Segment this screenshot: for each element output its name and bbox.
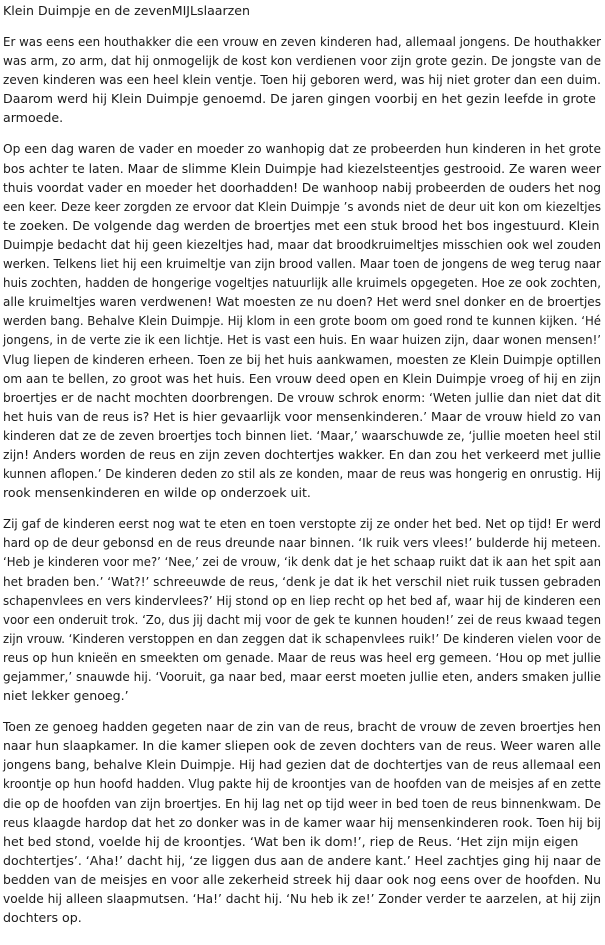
text-line: Vlug liepen de kinderen erheen. Toen ze bij het huis aankwamen, moesten ze Klein Duimpje optillen <box>3 351 602 367</box>
paragraph-4 <box>3 717 603 927</box>
text-line: het braden ben.’ ‘Wat?!’ schreeuwde de reus, ‘denk je dat ik het verschil niet ruik tussen gebraden <box>3 573 602 589</box>
paragraph-2 <box>3 139 603 502</box>
text-line: was arm, zo arm, dat hij onmogelijk de kost kon verdienen voor zijn grote gezin. De jongste van de <box>3 53 602 69</box>
text-line: te zoeken. De volgende dag werden de broertjes met een stuk brood het bos ingestuurd. Klein <box>3 217 600 233</box>
text-line: armoede. <box>3 110 64 126</box>
text-line: kunnen aflopen.’ De kinderen deden zo stil als ze konden, maar de reus was hongerig en onrustig. Hij <box>3 466 602 482</box>
text-line: werden bang. Behalve Klein Duimpje. Hij klom in een grote boom om goed rond te kunnen kijken. ‘Hé <box>3 313 602 329</box>
text-line: het bed stond, voelde hij de kroontjes. ‘Wat ben ik dom!’, riep de Reus. ‘Het zijn mijn eigen <box>3 833 579 849</box>
text-line: die op de hoofden van zijn broertjes. En hij lag net op tijd weer in bed toen de reus binnenkwam. De <box>3 795 601 811</box>
text-line: het huis van de reus is? Het is hier gevaarlijk voor mensenkinderen.’ Maar de vrouw hield zo van <box>3 408 602 424</box>
text-line: voor een onderuit trok. ‘Zo, dus jij dacht mij voor de gek te kunnen houden!’ zei de reus kwaad tegen <box>3 611 602 627</box>
text-line: bos achter te laten. Maar de slimme Klein Duimpje had kiezelsteentjes gestrooid. Ze waren weer <box>3 160 602 176</box>
text-line: dochters op. <box>3 910 82 926</box>
text-line: Op een dag waren de vader en moeder zo wanhopig dat ze probeerden hun kinderen in het grote <box>3 141 602 157</box>
text-line: reus klaagde hardop dat het zo donker was in de kamer waar hij mensenkinderen rook. Toen hij bij <box>3 814 601 830</box>
text-line: zijn vrouw. ‘Kinderen verstoppen en dan zeggen dat ik schapenvlees ruik!’ De kinderen vielen voor de <box>3 630 602 646</box>
text-line: reus op hun knieën en smeekten om genade. Maar de reus was heel erg gemeen. ‘Hou op met jullie <box>3 649 602 665</box>
text-line: Toen ze genoeg hadden gegeten naar de zin van de reus, bracht de vrouw de zeven broertjes hen <box>3 719 602 735</box>
text-line: alle kruimeltjes waren verdwenen! Wat moesten ze nu doen? Het werd snel donker en de broertjes <box>3 294 602 310</box>
text-line: dochtertjes’. ‘Aha!’ dacht hij, ‘ze liggen dus aan de andere kant.’ Heel zachtjes ging hij naar de <box>3 852 601 868</box>
text-line: Daarom werd hij Klein Duimpje genoemd. De jaren gingen voorbij en het gezin leefde in grote <box>3 91 596 107</box>
text-line: rook mensenkinderen en wilde op onderzoek uit. <box>3 485 311 501</box>
text-line: kinderen dat ze de zeven broertjes toch binnen liet. ‘Maar,’ waarschuwde ze, ‘jullie moeten heel stil <box>3 427 602 443</box>
story-body <box>3 32 603 927</box>
text-line: Er was eens een houthakker die een vrouw en zeven kinderen had, allemaal jongens. De houthakker <box>3 34 602 49</box>
text-line: zijn! Anders worden de reus en zijn zeven dochtertjes wakker. En dan zou het verkeerd met jullie <box>3 446 602 462</box>
text-line: Duimpje bedacht dat hij geen kiezeltjes had, maar dat broodkruimeltjes misschien ook wel zouden <box>3 236 602 252</box>
text-line: huis zochten, hadden de hongerige vogeltjes natuurlijk alle kruimels opgegeten. Hoe ze ook zochten, <box>3 275 601 291</box>
story-title: Klein Duimpje en de zevenMIJLslaarzen <box>3 3 251 18</box>
paragraph-3 <box>3 514 603 705</box>
text-line: om aan te bellen, zo groot was het huis. Een vrouw deed open en Klein Duimpje vroeg of hij en zijn <box>3 370 601 386</box>
document-page <box>3 0 603 939</box>
text-line: jongens, in de verte zie ik een lichtje. Het is vast een huis. En waar huizen zijn, daar wonen mensen!’ <box>3 332 602 348</box>
paragraph-1 <box>3 32 603 127</box>
text-line: een keer. Deze keer zorgden ze ervoor dat Klein Duimpje ’s avonds niet de deur uit kon om kiezeltjes <box>3 198 601 214</box>
text-line: gejammer,’ snauwde hij. ‘Vooruit, ga naar bed, maar eerst moeten jullie eten, anders smaken jullie <box>3 669 601 684</box>
text-line: ‘Heb je kinderen voor me?’ ‘Nee,’ zei de vrouw, ‘ik denk dat je het schaap ruikt dat ik aan het spit aan <box>3 554 602 570</box>
text-line: hard op de deur gebonsd en de reus dreunde naar binnen. ‘Ik ruik vers vlees!’ bulderde hij meteen. <box>3 535 601 551</box>
text-line: bedden van de meisjes en voor alle zekerheid streek hij daar ook nog eens over de hoofden. Nu <box>3 871 602 887</box>
text-line: naar hun slaapkamer. In die kamer sliepen ook de zeven dochters van de reus. Weer waren alle <box>3 738 601 754</box>
text-line: zeven kinderen was een heel klein ventje. Toen hij geboren werd, was hij niet groter dan een duim. <box>3 72 602 88</box>
text-line: Zij gaf de kinderen eerst nog wat te eten en toen verstopte zij ze onder het bed. Net op tijd! Er werd <box>3 516 602 532</box>
text-line: niet lekker genoeg.’ <box>3 688 129 704</box>
text-line: kroontje op hun hoofd hadden. Vlug pakte hij de kroontjes van de hoofden van de meisjes af en zette <box>3 776 601 792</box>
text-line: voelde hij alleen slaapmutsen. ‘Ha!’ dacht hij. ‘Nu heb ik ze!’ Zonder verder te aarzelen, at hij zijn <box>3 891 601 907</box>
text-line: broertjes er de nacht mochten doorbrengen. De vrouw schrok enorm: ‘Weten jullie dan niet dat dit <box>3 389 601 405</box>
text-line: jongens bang, behalve Klein Duimpje. Hij had gezien dat de dochtertjes van de reus allemaal een <box>3 757 602 773</box>
text-line: thuis voordat vader en moeder het doorhadden! De wanhoop nabij probeerden de ouders het nog <box>3 179 602 195</box>
text-line: werken. Telkens liet hij een kruimeltje van zijn brood vallen. Maar toen de jongens de weg terug naar <box>3 256 602 272</box>
text-line: schapenvlees en vers kindervlees?’ Hij stond op en liep recht op het bed af, waar hij de kinderen een <box>3 592 601 608</box>
